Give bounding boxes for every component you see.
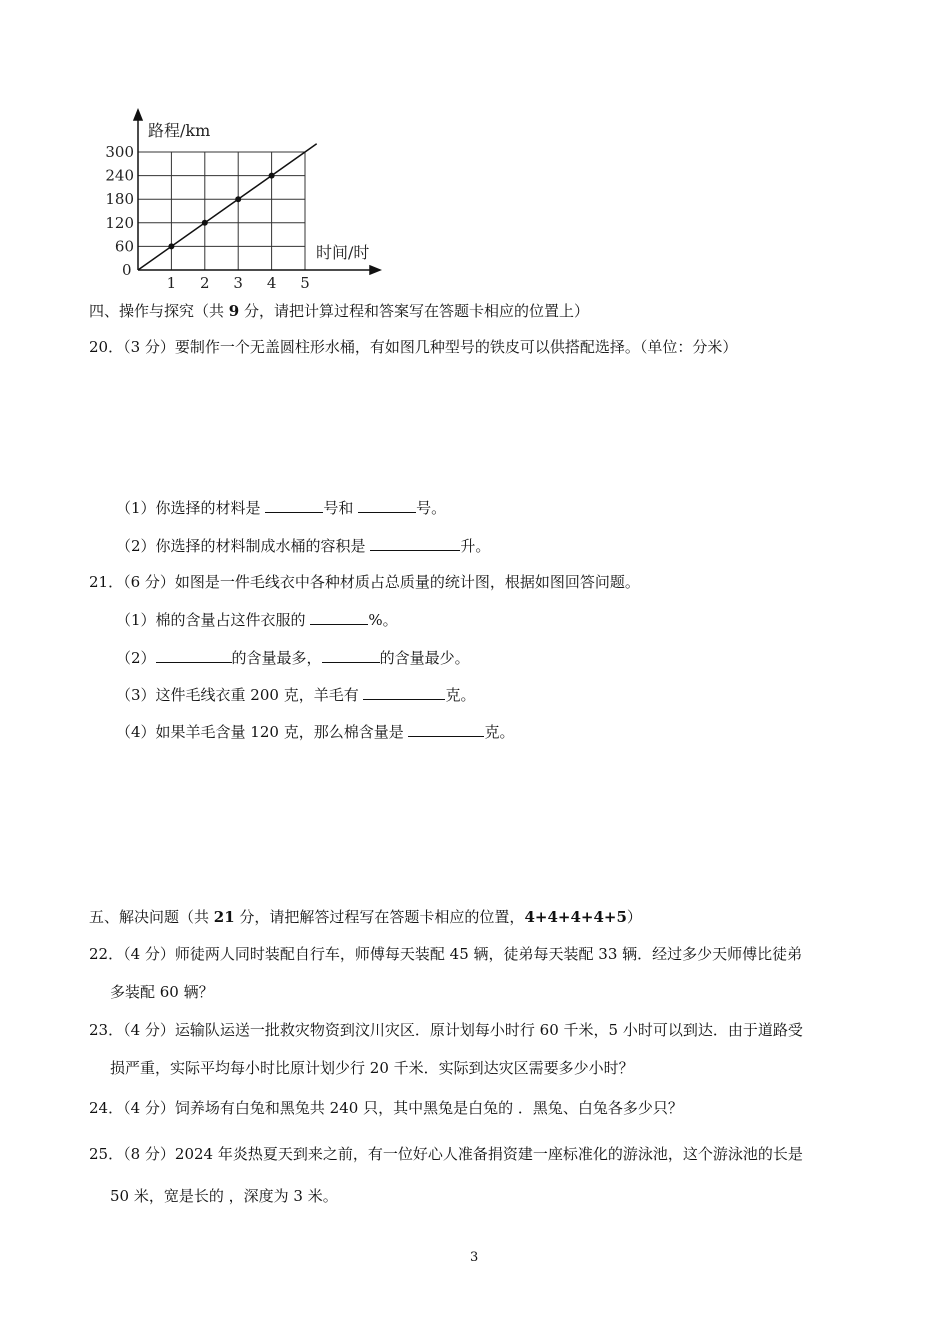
page-number: 3 bbox=[470, 1250, 479, 1265]
question-22-line-2: 多装配 60 辆？ bbox=[110, 983, 214, 1001]
x-tick-label: 4 bbox=[266, 274, 277, 290]
answer-blank[interactable] bbox=[310, 609, 368, 625]
x-tick-label: 1 bbox=[166, 274, 177, 290]
data-point bbox=[202, 220, 208, 226]
question-21-part-1: （1）棉的含量占这件衣服的 %。 bbox=[116, 611, 398, 629]
x-tick-label: 3 bbox=[233, 274, 243, 290]
question-24-line-1: 24．（4 分）饲养场有白兔和黑兔共 240 只，其中黑兔是白兔的 ．黑兔、白兔各多少只？ bbox=[89, 1099, 683, 1117]
section-4-heading: 四、操作与探究（共 9 分，请把计算过程和答案写在答题卡相应的位置上） bbox=[89, 302, 589, 320]
question-25-line-1: 25．（8 分）2024 年炎热夏天到来之前，有一位好心人准备捐资建一座标准化的游泳池，这个游泳池的长是 bbox=[89, 1145, 803, 1163]
answer-blank[interactable] bbox=[370, 535, 460, 551]
x-tick-label: 2 bbox=[200, 274, 210, 290]
question-20-part-2: （2）你选择的材料制成水桶的容积是 升。 bbox=[116, 537, 491, 555]
question-23-line-2: 损严重，实际平均每小时比原计划少行 20 千米．实际到达灾区需要多少小时？ bbox=[110, 1059, 634, 1077]
section-5-heading: 五、解决问题（共 21 分，请把解答过程写在答题卡相应的位置，4+4+4+4+5） bbox=[89, 908, 642, 926]
distance-time-chart bbox=[100, 108, 400, 290]
chart-x-axis-label: 时间/时 bbox=[316, 243, 370, 262]
data-point bbox=[168, 243, 174, 249]
question-25-line-2: 50 米，宽是长的 ，深度为 3 米。 bbox=[110, 1187, 338, 1205]
y-tick-label: 120 bbox=[105, 213, 134, 232]
question-20-stem: 20．（3 分）要制作一个无盖圆柱形水桶，有如图几种型号的铁皮可以供搭配选择。（单位：分米） bbox=[89, 338, 738, 356]
answer-blank[interactable] bbox=[322, 647, 380, 663]
chart-series-line bbox=[138, 144, 317, 270]
y-tick-label: 60 bbox=[114, 237, 134, 256]
answer-blank[interactable] bbox=[358, 497, 416, 513]
question-21-stem: 21．（6 分）如图是一件毛线衣中各种材质占总质量的统计图，根据如图回答问题。 bbox=[89, 573, 640, 591]
chart-origin-label: 0 bbox=[122, 261, 132, 279]
question-21-part-4: （4）如果羊毛含量 120 克，那么棉含量是 克。 bbox=[116, 723, 515, 741]
answer-blank[interactable] bbox=[265, 497, 323, 513]
data-point bbox=[235, 196, 241, 202]
chart-x-tick-labels bbox=[167, 274, 310, 290]
chart-y-tick-labels bbox=[105, 143, 134, 255]
y-tick-label: 300 bbox=[105, 143, 134, 161]
answer-blank[interactable] bbox=[363, 684, 445, 700]
answer-blank[interactable] bbox=[156, 647, 232, 663]
chart-y-axis-label: 路程/km bbox=[148, 121, 211, 140]
question-22-line-1: 22．（4 分）师徒两人同时装配自行车，师傅每天装配 45 辆，徒弟每天装配 33 辆．经过多少天师傅比徒弟 bbox=[89, 945, 803, 963]
data-point bbox=[269, 173, 275, 179]
y-tick-label: 240 bbox=[105, 166, 134, 185]
y-axis-arrow bbox=[134, 110, 142, 120]
question-20-part-1: （1）你选择的材料是 号和 号。 bbox=[116, 499, 447, 517]
x-axis-arrow bbox=[370, 266, 380, 274]
question-21-part-2: （2） 的含量最多， 的含量最少。 bbox=[116, 649, 470, 667]
x-tick-label: 5 bbox=[300, 274, 310, 290]
question-23-line-1: 23．（4 分）运输队运送一批救灾物资到汶川灾区．原计划每小时行 60 千米，5 小时可以到达．由于道路受 bbox=[89, 1021, 803, 1039]
y-tick-label: 180 bbox=[105, 190, 134, 209]
question-21-part-3: （3）这件毛线衣重 200 克，羊毛有 克。 bbox=[116, 686, 476, 704]
answer-blank[interactable] bbox=[408, 721, 484, 737]
